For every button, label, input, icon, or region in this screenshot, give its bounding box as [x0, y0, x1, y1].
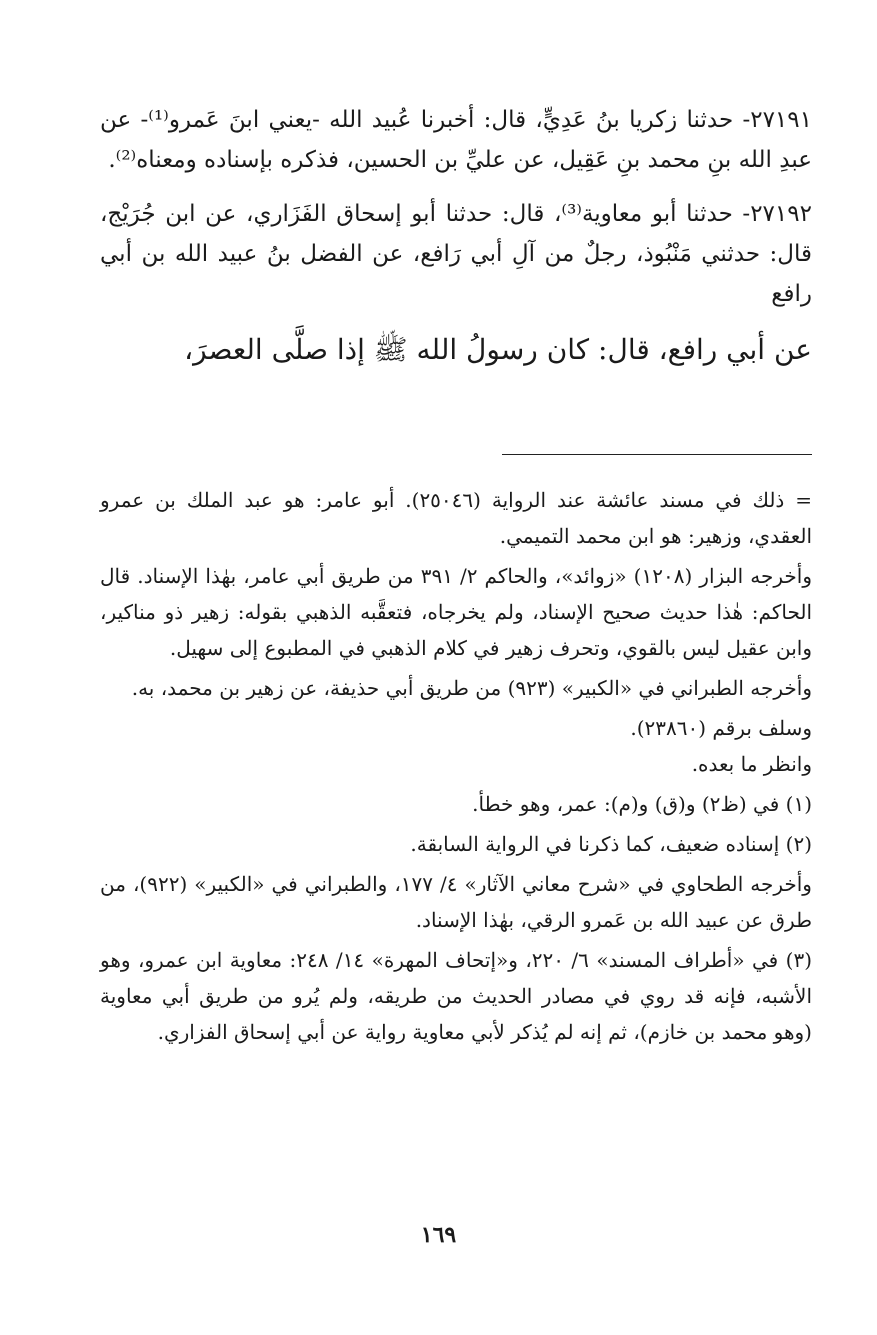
hadith-matn: عن أبي رافع، قال: كان رسولُ الله ﷺ إذا صلَّى العصرَ، [184, 333, 812, 366]
hadith-27191: ٢٧١٩١- حدثنا زكريا بنُ عَدِيٍّ، قال: أخبرنا عُبيد الله -يعني ابنَ عَمرو⁽¹⁾- عن عبدِ الله بنِ محمد بنِ عَقِيل، عن عليِّ بن الحسين، فذكره بإسناده ومعناه⁽²⁾. [100, 107, 812, 173]
footnote-2: (٢) إسناده ضعيف، كما ذكرنا في الرواية السابقة. [410, 832, 812, 856]
main-text [100, 100, 812, 372]
footnotes [100, 482, 812, 1054]
footnote-paragraph: وأخرجه البزار (١٢٠٨) «زوائد»، والحاكم ٢/ ٣٩١ من طريق أبي عامر، بهٰذا الإسناد. قال الحاكم: هٰذا حديث صحيح الإسناد، ولم يخرجاه، فتعقَّبه الذهبي بقوله: زهير ذو مناكير، وابن عقيل ليس بالقوي، وتحرف زهير في كلام الذهبي في المطبوع إلى سهيل. [100, 564, 812, 660]
footnote-paragraph: وأخرجه الطحاوي في «شرح معاني الآثار» ٤/ ١٧٧، والطبراني في «الكبير» (٩٢٢)، من طرق عن عبيد الله بن عَمرو الرقي، بهٰذا الإسناد. [100, 872, 812, 932]
footnote-paragraph: وانظر ما بعده. [691, 752, 812, 776]
hadith-27192: ٢٧١٩٢- حدثنا أبو معاوية⁽³⁾، قال: حدثنا أبو إسحاق الفَزَاري، عن ابن جُرَيْج، قال: حدثني مَنْبُوذ، رجلٌ من آلِ أبي رَافع، عن الفضل بنُ عبيد الله بن أبي رافع [100, 201, 812, 307]
page-number: ١٦٩ [420, 1222, 457, 1248]
footnote-paragraph: = ذلك في مسند عائشة عند الرواية (٢٥٠٤٦). أبو عامر: هو عبد الملك بن عمرو العقدي، وزهير: هو ابن محمد التميمي. [100, 488, 812, 548]
footnote-separator [502, 454, 812, 455]
footnote-3: (٣) في «أطراف المسند» ٦/ ٢٢٠، و«إتحاف المهرة» ١٤/ ٢٤٨: معاوية ابن عمرو، وهو الأشبه، فإنه قد روي في مصادر الحديث من طريقه، ولم يُرو من طريق أبي معاوية (وهو محمد بن خازم)، ثم إنه لم يُذكر لأبي معاوية رواية عن أبي إسحاق الفزاري. [100, 948, 812, 1044]
footnote-paragraph: وسلف برقم (٢٣٨٦٠). [630, 716, 812, 740]
footnote-1: (١) في (ظ٢) و(ق) و(م): عمر، وهو خطأ. [472, 792, 812, 816]
footnote-paragraph: وأخرجه الطبراني في «الكبير» (٩٢٣) من طريق أبي حذيفة، عن زهير بن محمد، به. [131, 676, 812, 700]
